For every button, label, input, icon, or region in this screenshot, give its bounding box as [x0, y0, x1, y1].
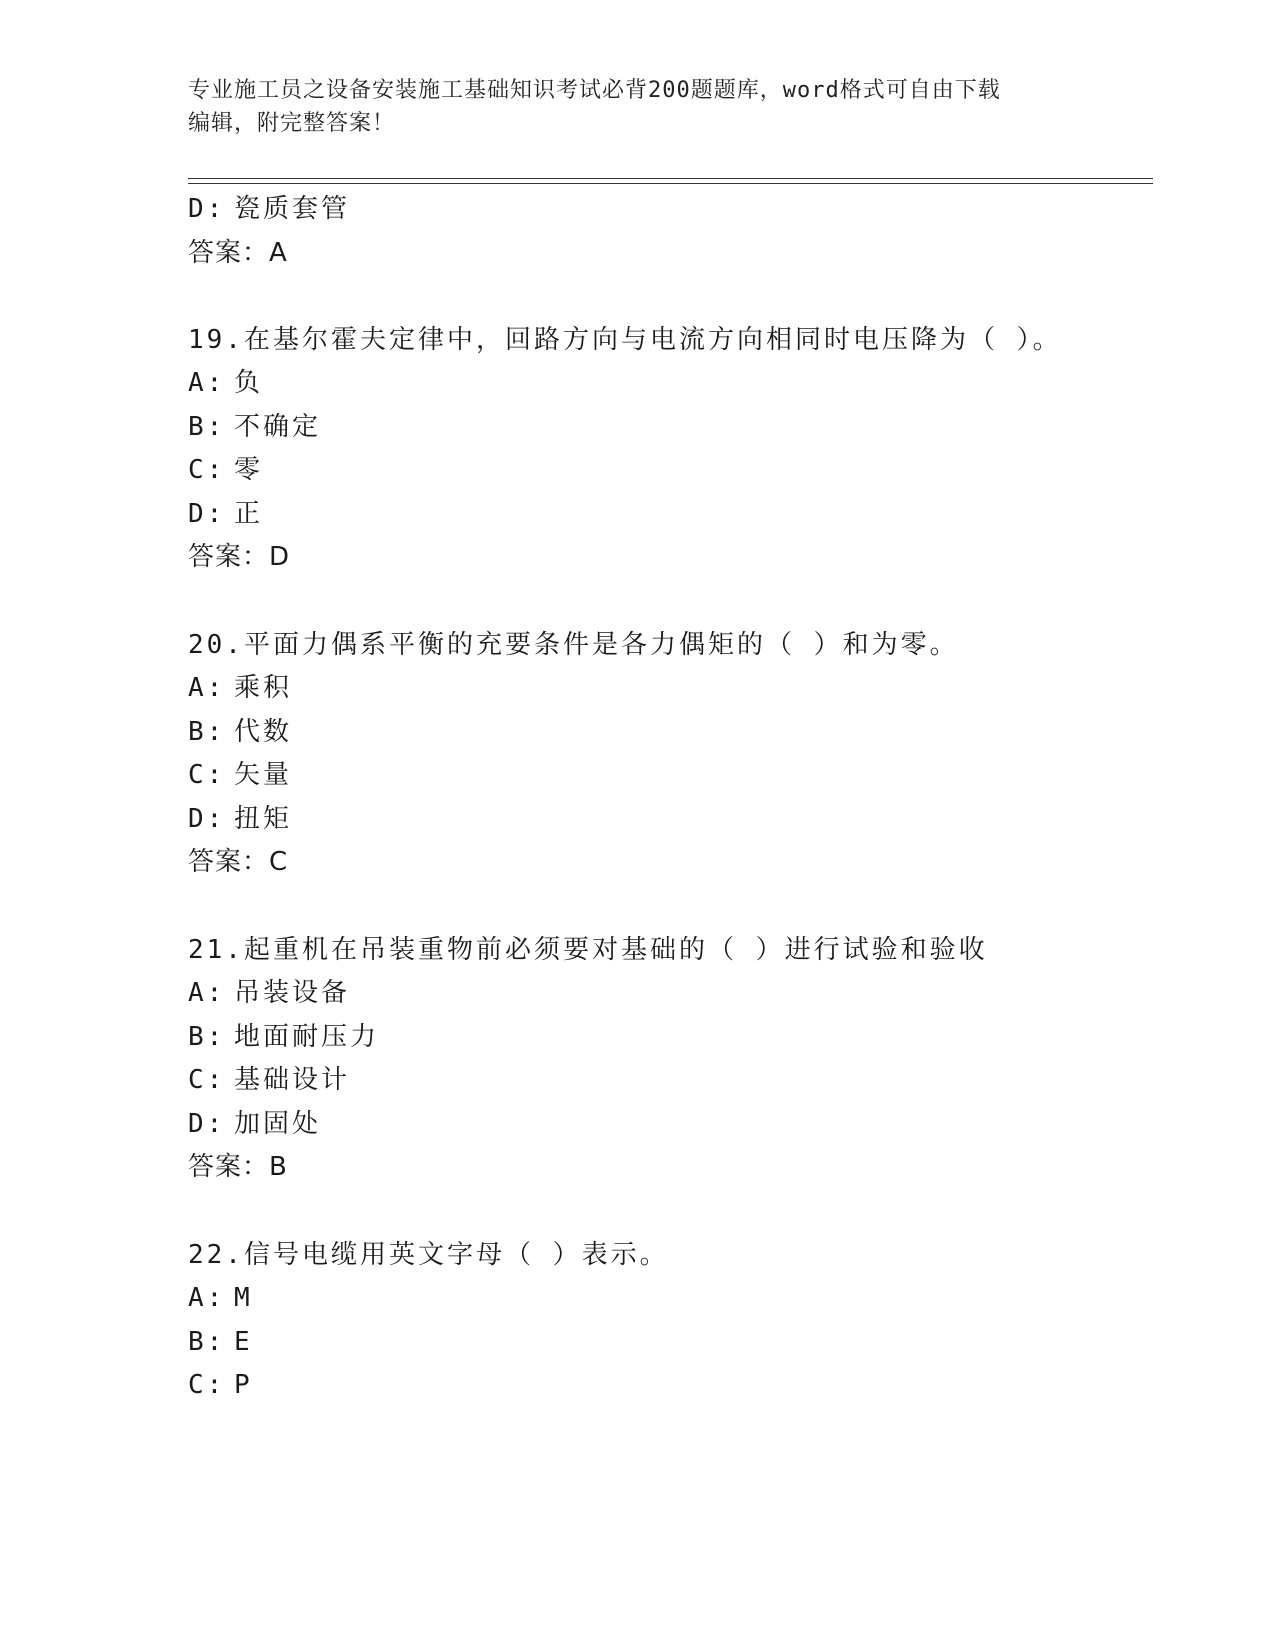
- q20-stem: 20.平面力偶系平衡的充要条件是各力偶矩的（ ）和为零。: [188, 630, 959, 660]
- header-title-line-1: 专业施工员之设备安装施工基础知识考试必背200题题库，word格式可自由下载: [188, 78, 1001, 103]
- q20-answer: 答案：C: [188, 847, 289, 877]
- q21-option-c: C: 基础设计: [188, 1065, 351, 1095]
- header-divider-top: [188, 178, 1153, 179]
- q21-option-a: A: 吊装设备: [188, 978, 351, 1008]
- q20-option-d: D: 扭矩: [188, 804, 293, 834]
- q21-option-d: D: 加固处: [188, 1109, 322, 1139]
- q20-option-b: B: 代数: [188, 717, 293, 747]
- header-divider-bottom: [188, 183, 1153, 184]
- q22-option-b: B: E: [188, 1327, 253, 1357]
- q21-answer: 答案：B: [188, 1152, 288, 1182]
- q22-option-c: C: P: [188, 1370, 253, 1400]
- q21-option-b: B: 地面耐压力: [188, 1022, 380, 1052]
- q19-option-b: B: 不确定: [188, 412, 322, 442]
- q21-stem: 21.起重机在吊装重物前必须要对基础的（ ）进行试验和验收: [188, 935, 988, 965]
- q19-answer: 答案：D: [188, 542, 291, 572]
- header-title-line-2: 编辑，附完整答案！: [188, 111, 396, 136]
- q18-answer: 答案：A: [188, 238, 288, 268]
- q19-option-a: A: 负: [188, 368, 264, 398]
- q20-option-a: A: 乘积: [188, 673, 293, 703]
- q20-option-c: C: 矢量: [188, 760, 293, 790]
- q19-option-d: D: 正: [188, 499, 264, 529]
- q19-option-c: C: 零: [188, 455, 264, 485]
- q18-option-d: D: 瓷质套管: [188, 194, 351, 224]
- document-header: [188, 74, 1088, 140]
- q22-stem: 22.信号电缆用英文字母（ ）表示。: [188, 1240, 669, 1270]
- q22-option-a: A: M: [188, 1283, 253, 1313]
- q19-stem: 19.在基尔霍夫定律中，回路方向与电流方向相同时电压降为（ ）。: [188, 325, 1062, 355]
